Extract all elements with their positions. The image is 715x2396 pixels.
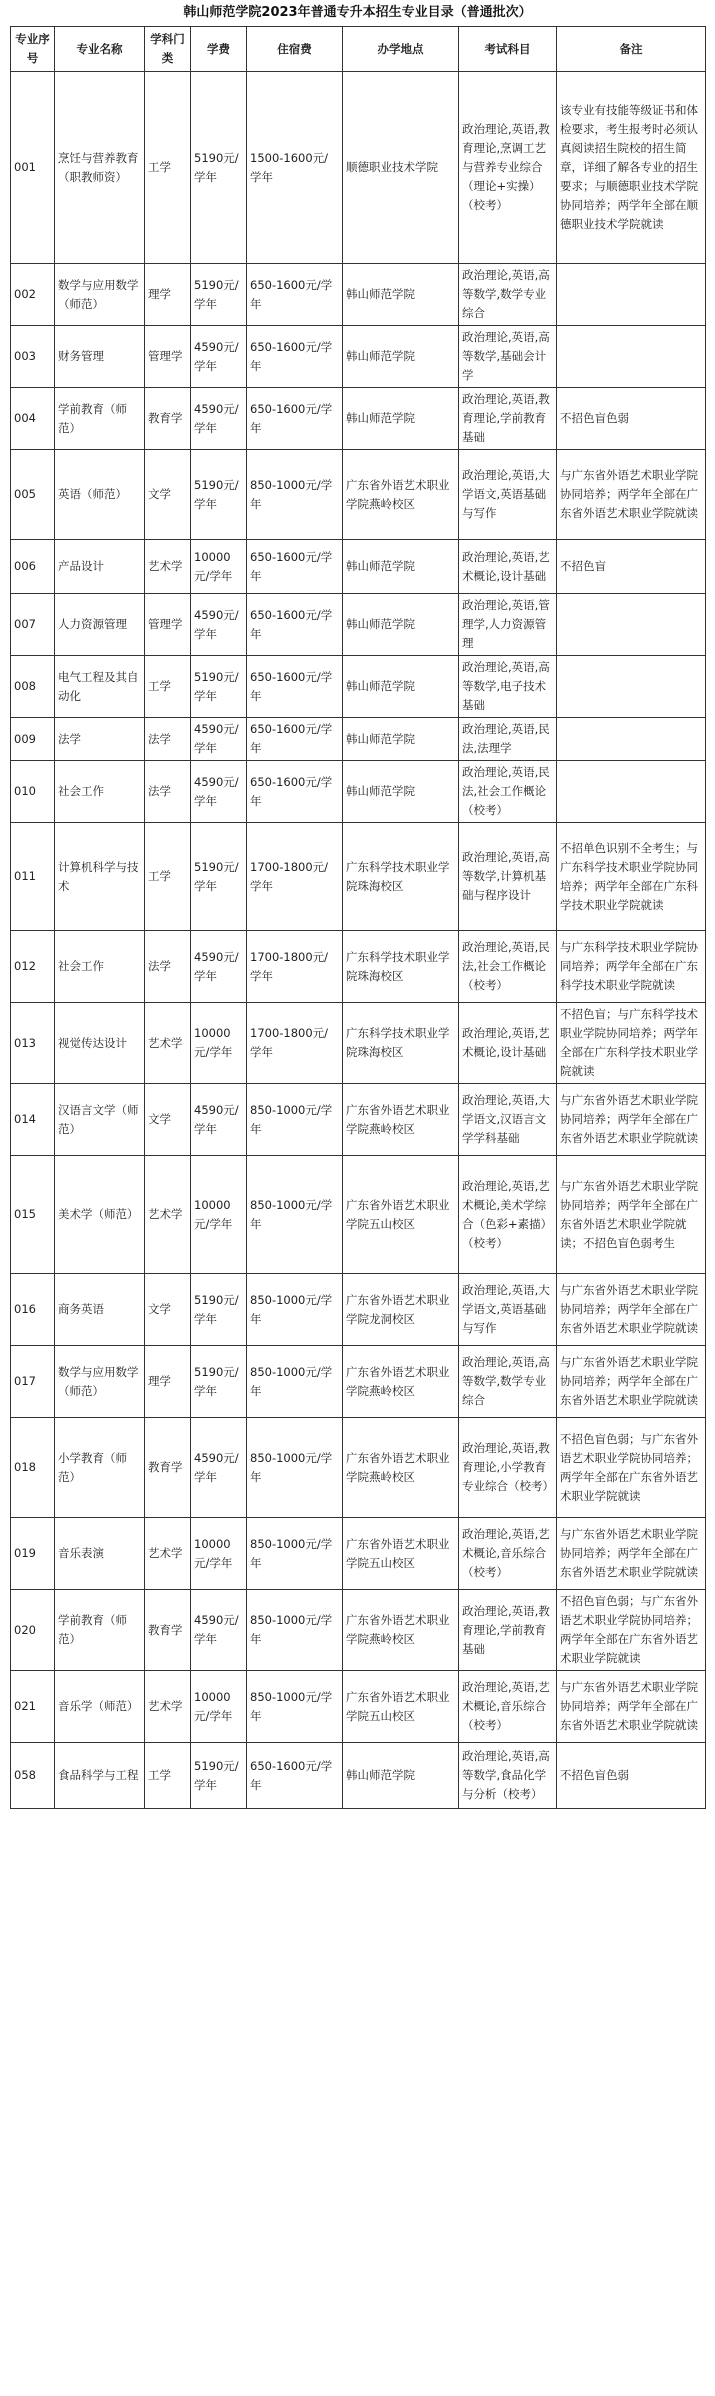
cell-notes xyxy=(557,718,706,761)
cell-notes: 与广东省外语艺术职业学院协同培养；两学年全部在广东省外语艺术职业学院就读 xyxy=(557,1274,706,1346)
cell-tuition: 5190元/学年 xyxy=(191,1274,247,1346)
cell-code: 015 xyxy=(11,1156,55,1274)
cell-dorm: 850-1000元/学年 xyxy=(247,450,343,540)
cell-dorm: 650-1600元/学年 xyxy=(247,326,343,388)
cell-exam: 政治理论,英语,民法,社会工作概论（校考） xyxy=(459,761,557,823)
cell-location: 广东省外语艺术职业学院燕岭校区 xyxy=(343,1590,459,1671)
cell-code: 007 xyxy=(11,594,55,656)
cell-notes xyxy=(557,656,706,718)
table-row xyxy=(11,540,706,594)
cell-exam: 政治理论,英语,大学语文,英语基础与写作 xyxy=(459,1274,557,1346)
cell-tuition: 5190元/学年 xyxy=(191,264,247,326)
cell-category: 法学 xyxy=(145,931,191,1003)
cell-category: 工学 xyxy=(145,823,191,931)
cell-notes: 不招单色识别不全考生；与广东科学技术职业学院协同培养；两学年全部在广东科学技术职业学院就读 xyxy=(557,823,706,931)
cell-tuition: 4590元/学年 xyxy=(191,1084,247,1156)
cell-location: 韩山师范学院 xyxy=(343,594,459,656)
cell-notes: 与广东省外语艺术职业学院协同培养；两学年全部在广东省外语艺术职业学院就读 xyxy=(557,1084,706,1156)
cell-name: 电气工程及其自动化 xyxy=(55,656,145,718)
cell-notes: 与广东省外语艺术职业学院协同培养；两学年全部在广东省外语艺术职业学院就读 xyxy=(557,450,706,540)
cell-name: 学前教育（师范） xyxy=(55,1590,145,1671)
cell-code: 012 xyxy=(11,931,55,1003)
cell-code: 010 xyxy=(11,761,55,823)
cell-dorm: 1700-1800元/学年 xyxy=(247,1003,343,1084)
cell-name: 音乐学（师范） xyxy=(55,1671,145,1743)
table-row xyxy=(11,1418,706,1518)
cell-category: 工学 xyxy=(145,656,191,718)
cell-dorm: 850-1000元/学年 xyxy=(247,1590,343,1671)
cell-exam: 政治理论,英语,教育理论,烹调工艺与营养专业综合（理论+实操）（校考） xyxy=(459,72,557,264)
cell-code: 009 xyxy=(11,718,55,761)
cell-category: 教育学 xyxy=(145,1418,191,1518)
document-title: 韩山师范学院2023年普通专升本招生专业目录（普通批次） xyxy=(183,5,532,20)
cell-name: 数学与应用数学（师范） xyxy=(55,264,145,326)
cell-dorm: 650-1600元/学年 xyxy=(247,540,343,594)
cell-notes: 不招色盲色弱；与广东省外语艺术职业学院协同培养；两学年全部在广东省外语艺术职业学院就读 xyxy=(557,1418,706,1518)
cell-notes xyxy=(557,761,706,823)
cell-category: 教育学 xyxy=(145,388,191,450)
header-exam: 考试科目 xyxy=(459,27,557,72)
cell-notes: 该专业有技能等级证书和体检要求，考生报考时必须认真阅读招生院校的招生简章，详细了解各专业的招生要求；与顺德职业技术学院协同培养；两学年全部在顺德职业技术学院就读 xyxy=(557,72,706,264)
cell-name: 汉语言文学（师范） xyxy=(55,1084,145,1156)
cell-code: 013 xyxy=(11,1003,55,1084)
cell-name: 社会工作 xyxy=(55,761,145,823)
cell-location: 韩山师范学院 xyxy=(343,388,459,450)
cell-tuition: 10000元/学年 xyxy=(191,1671,247,1743)
cell-location: 韩山师范学院 xyxy=(343,656,459,718)
table-row xyxy=(11,1003,706,1084)
cell-name: 美术学（师范） xyxy=(55,1156,145,1274)
cell-exam: 政治理论,英语,艺术概论,音乐综合（校考） xyxy=(459,1518,557,1590)
cell-location: 广东省外语艺术职业学院五山校区 xyxy=(343,1671,459,1743)
cell-category: 艺术学 xyxy=(145,1156,191,1274)
cell-category: 艺术学 xyxy=(145,1518,191,1590)
cell-exam: 政治理论,英语,教育理论,学前教育基础 xyxy=(459,388,557,450)
cell-category: 艺术学 xyxy=(145,540,191,594)
cell-location: 广东省外语艺术职业学院燕岭校区 xyxy=(343,1418,459,1518)
cell-notes xyxy=(557,264,706,326)
header-name: 专业名称 xyxy=(55,27,145,72)
cell-exam: 政治理论,英语,高等数学,数学专业综合 xyxy=(459,264,557,326)
cell-location: 广东省外语艺术职业学院龙洞校区 xyxy=(343,1274,459,1346)
cell-category: 管理学 xyxy=(145,594,191,656)
cell-code: 018 xyxy=(11,1418,55,1518)
header-dorm: 住宿费 xyxy=(247,27,343,72)
cell-dorm: 1700-1800元/学年 xyxy=(247,931,343,1003)
header-code: 专业序号 xyxy=(11,27,55,72)
cell-category: 理学 xyxy=(145,264,191,326)
cell-tuition: 10000元/学年 xyxy=(191,1518,247,1590)
cell-exam: 政治理论,英语,高等数学,数学专业综合 xyxy=(459,1346,557,1418)
cell-location: 韩山师范学院 xyxy=(343,264,459,326)
cell-category: 艺术学 xyxy=(145,1003,191,1084)
cell-name: 法学 xyxy=(55,718,145,761)
table-row xyxy=(11,931,706,1003)
cell-exam: 政治理论,英语,艺术概论,设计基础 xyxy=(459,540,557,594)
cell-category: 管理学 xyxy=(145,326,191,388)
cell-dorm: 650-1600元/学年 xyxy=(247,718,343,761)
cell-dorm: 650-1600元/学年 xyxy=(247,594,343,656)
cell-tuition: 10000元/学年 xyxy=(191,540,247,594)
table-row xyxy=(11,656,706,718)
table-row xyxy=(11,264,706,326)
table-row xyxy=(11,1274,706,1346)
cell-notes: 不招色盲色弱；与广东省外语艺术职业学院协同培养；两学年全部在广东省外语艺术职业学院就读 xyxy=(557,1590,706,1671)
table-row xyxy=(11,1590,706,1671)
cell-exam: 政治理论,英语,管理学,人力资源管理 xyxy=(459,594,557,656)
cell-tuition: 4590元/学年 xyxy=(191,326,247,388)
cell-dorm: 850-1000元/学年 xyxy=(247,1418,343,1518)
cell-location: 韩山师范学院 xyxy=(343,540,459,594)
cell-location: 顺德职业技术学院 xyxy=(343,72,459,264)
cell-exam: 政治理论,英语,高等数学,计算机基础与程序设计 xyxy=(459,823,557,931)
cell-category: 艺术学 xyxy=(145,1671,191,1743)
cell-category: 法学 xyxy=(145,761,191,823)
header-category: 学科门类 xyxy=(145,27,191,72)
cell-exam: 政治理论,英语,民法,社会工作概论（校考） xyxy=(459,931,557,1003)
header-row xyxy=(11,27,706,72)
cell-notes: 不招色盲色弱 xyxy=(557,1743,706,1809)
cell-dorm: 850-1000元/学年 xyxy=(247,1084,343,1156)
cell-dorm: 650-1600元/学年 xyxy=(247,656,343,718)
cell-code: 001 xyxy=(11,72,55,264)
cell-tuition: 4590元/学年 xyxy=(191,388,247,450)
cell-notes: 与广东省外语艺术职业学院协同培养；两学年全部在广东省外语艺术职业学院就读；不招色盲色弱考生 xyxy=(557,1156,706,1274)
header-tuition: 学费 xyxy=(191,27,247,72)
cell-exam: 政治理论,英语,艺术概论,设计基础 xyxy=(459,1003,557,1084)
cell-code: 005 xyxy=(11,450,55,540)
cell-tuition: 5190元/学年 xyxy=(191,656,247,718)
cell-exam: 政治理论,英语,教育理论,小学教育专业综合（校考） xyxy=(459,1418,557,1518)
cell-tuition: 5190元/学年 xyxy=(191,1743,247,1809)
cell-code: 008 xyxy=(11,656,55,718)
cell-name: 财务管理 xyxy=(55,326,145,388)
cell-dorm: 650-1600元/学年 xyxy=(247,761,343,823)
table-row xyxy=(11,594,706,656)
cell-dorm: 650-1600元/学年 xyxy=(247,388,343,450)
cell-notes: 与广东省外语艺术职业学院协同培养；两学年全部在广东省外语艺术职业学院就读 xyxy=(557,1346,706,1418)
cell-location: 广东科学技术职业学院珠海校区 xyxy=(343,931,459,1003)
cell-dorm: 650-1600元/学年 xyxy=(247,264,343,326)
cell-name: 音乐表演 xyxy=(55,1518,145,1590)
table-row xyxy=(11,1743,706,1809)
cell-tuition: 10000元/学年 xyxy=(191,1156,247,1274)
cell-tuition: 5190元/学年 xyxy=(191,1346,247,1418)
table-row xyxy=(11,1156,706,1274)
cell-code: 014 xyxy=(11,1084,55,1156)
cell-location: 广东省外语艺术职业学院燕岭校区 xyxy=(343,1346,459,1418)
cell-tuition: 4590元/学年 xyxy=(191,1418,247,1518)
cell-code: 004 xyxy=(11,388,55,450)
cell-category: 工学 xyxy=(145,72,191,264)
cell-location: 广东省外语艺术职业学院燕岭校区 xyxy=(343,450,459,540)
header-location: 办学地点 xyxy=(343,27,459,72)
cell-exam: 政治理论,英语,教育理论,学前教育基础 xyxy=(459,1590,557,1671)
table-row xyxy=(11,388,706,450)
table-row xyxy=(11,72,706,264)
cell-tuition: 10000元/学年 xyxy=(191,1003,247,1084)
table-row xyxy=(11,718,706,761)
cell-location: 广东省外语艺术职业学院燕岭校区 xyxy=(343,1084,459,1156)
cell-dorm: 850-1000元/学年 xyxy=(247,1671,343,1743)
cell-name: 英语（师范） xyxy=(55,450,145,540)
cell-code: 002 xyxy=(11,264,55,326)
cell-location: 韩山师范学院 xyxy=(343,718,459,761)
cell-tuition: 5190元/学年 xyxy=(191,72,247,264)
cell-notes: 与广东省外语艺术职业学院协同培养；两学年全部在广东省外语艺术职业学院就读 xyxy=(557,1671,706,1743)
table-row xyxy=(11,450,706,540)
cell-exam: 政治理论,英语,艺术概论,美术学综合（色彩+素描）（校考） xyxy=(459,1156,557,1274)
cell-location: 韩山师范学院 xyxy=(343,1743,459,1809)
cell-dorm: 850-1000元/学年 xyxy=(247,1156,343,1274)
cell-exam: 政治理论,英语,高等数学,基础会计学 xyxy=(459,326,557,388)
cell-tuition: 4590元/学年 xyxy=(191,931,247,1003)
table-row xyxy=(11,1346,706,1418)
cell-code: 017 xyxy=(11,1346,55,1418)
cell-name: 产品设计 xyxy=(55,540,145,594)
cell-code: 003 xyxy=(11,326,55,388)
cell-notes: 与广东省外语艺术职业学院协同培养；两学年全部在广东省外语艺术职业学院就读 xyxy=(557,1518,706,1590)
cell-location: 韩山师范学院 xyxy=(343,326,459,388)
cell-category: 理学 xyxy=(145,1346,191,1418)
cell-tuition: 4590元/学年 xyxy=(191,761,247,823)
cell-dorm: 850-1000元/学年 xyxy=(247,1346,343,1418)
table-row xyxy=(11,1084,706,1156)
cell-exam: 政治理论,英语,高等数学,食品化学与分析（校考） xyxy=(459,1743,557,1809)
cell-dorm: 650-1600元/学年 xyxy=(247,1743,343,1809)
cell-dorm: 850-1000元/学年 xyxy=(247,1518,343,1590)
cell-category: 工学 xyxy=(145,1743,191,1809)
cell-category: 文学 xyxy=(145,450,191,540)
cell-name: 商务英语 xyxy=(55,1274,145,1346)
cell-name: 食品科学与工程 xyxy=(55,1743,145,1809)
cell-tuition: 4590元/学年 xyxy=(191,594,247,656)
table-body xyxy=(11,72,706,1809)
cell-name: 数学与应用数学（师范） xyxy=(55,1346,145,1418)
cell-exam: 政治理论,英语,高等数学,电子技术基础 xyxy=(459,656,557,718)
cell-code: 021 xyxy=(11,1671,55,1743)
cell-code: 016 xyxy=(11,1274,55,1346)
cell-tuition: 5190元/学年 xyxy=(191,450,247,540)
header-notes: 备注 xyxy=(557,27,706,72)
table-row xyxy=(11,326,706,388)
table-row xyxy=(11,1671,706,1743)
cell-code: 019 xyxy=(11,1518,55,1590)
cell-name: 视觉传达设计 xyxy=(55,1003,145,1084)
cell-tuition: 4590元/学年 xyxy=(191,718,247,761)
cell-notes: 不招色盲；与广东科学技术职业学院协同培养；两学年全部在广东科学技术职业学院就读 xyxy=(557,1003,706,1084)
table-row xyxy=(11,761,706,823)
cell-name: 学前教育（师范） xyxy=(55,388,145,450)
cell-tuition: 5190元/学年 xyxy=(191,823,247,931)
cell-exam: 政治理论,英语,大学语文,汉语言文学学科基础 xyxy=(459,1084,557,1156)
cell-notes: 与广东科学技术职业学院协同培养；两学年全部在广东科学技术职业学院就读 xyxy=(557,931,706,1003)
cell-name: 小学教育（师范） xyxy=(55,1418,145,1518)
cell-location: 广东科学技术职业学院珠海校区 xyxy=(343,823,459,931)
cell-name: 社会工作 xyxy=(55,931,145,1003)
cell-name: 烹饪与营养教育（职教师资） xyxy=(55,72,145,264)
cell-notes: 不招色盲色弱 xyxy=(557,388,706,450)
cell-notes xyxy=(557,594,706,656)
cell-dorm: 1700-1800元/学年 xyxy=(247,823,343,931)
cell-dorm: 850-1000元/学年 xyxy=(247,1274,343,1346)
cell-code: 058 xyxy=(11,1743,55,1809)
cell-code: 020 xyxy=(11,1590,55,1671)
cell-code: 006 xyxy=(11,540,55,594)
majors-table xyxy=(10,26,706,1809)
cell-exam: 政治理论,英语,民法,法理学 xyxy=(459,718,557,761)
cell-location: 广东省外语艺术职业学院五山校区 xyxy=(343,1518,459,1590)
table-row xyxy=(11,823,706,931)
table-row xyxy=(11,1518,706,1590)
cell-category: 教育学 xyxy=(145,1590,191,1671)
cell-code: 011 xyxy=(11,823,55,931)
cell-category: 法学 xyxy=(145,718,191,761)
cell-category: 文学 xyxy=(145,1084,191,1156)
cell-dorm: 1500-1600元/学年 xyxy=(247,72,343,264)
cell-name: 人力资源管理 xyxy=(55,594,145,656)
cell-tuition: 4590元/学年 xyxy=(191,1590,247,1671)
cell-exam: 政治理论,英语,大学语文,英语基础与写作 xyxy=(459,450,557,540)
cell-notes: 不招色盲 xyxy=(557,540,706,594)
table-header xyxy=(11,27,706,72)
cell-location: 广东科学技术职业学院珠海校区 xyxy=(343,1003,459,1084)
cell-category: 文学 xyxy=(145,1274,191,1346)
cell-exam: 政治理论,英语,艺术概论,音乐综合（校考） xyxy=(459,1671,557,1743)
cell-name: 计算机科学与技术 xyxy=(55,823,145,931)
cell-location: 广东省外语艺术职业学院五山校区 xyxy=(343,1156,459,1274)
cell-location: 韩山师范学院 xyxy=(343,761,459,823)
cell-notes xyxy=(557,326,706,388)
